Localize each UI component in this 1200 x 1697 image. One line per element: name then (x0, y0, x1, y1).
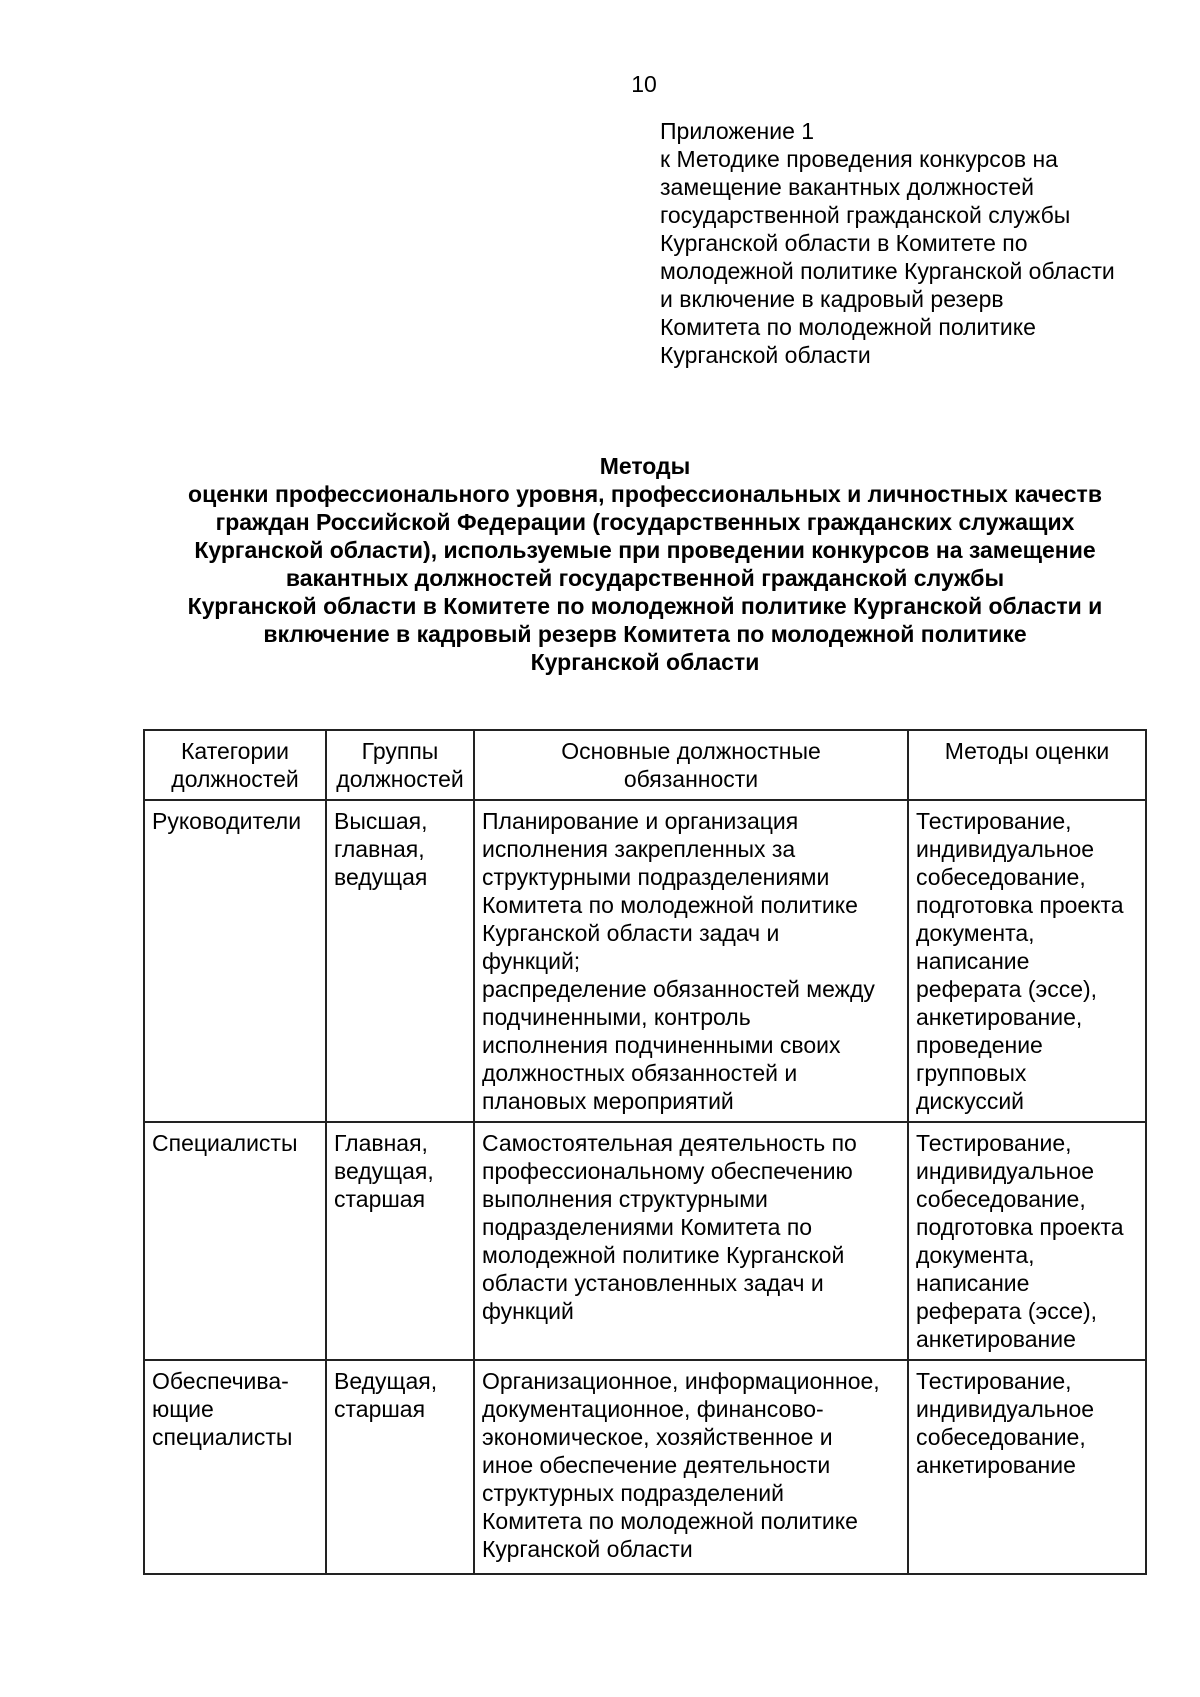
cell-line: индивидуальное (916, 1158, 1095, 1184)
title-line: Курганской области в Комитете по молодежной политике Курганской области и (187, 593, 1103, 619)
cell-line: анкетирование, (916, 1004, 1083, 1030)
title-line: включение в кадровый резерв Комитета по молодежной политике (263, 621, 1027, 647)
cell-line: распределение обязанностей между (482, 976, 875, 1002)
cell-line: выполнения структурными (482, 1186, 768, 1212)
cell-line: старшая (334, 1186, 426, 1212)
cell-line: подготовка проекта (916, 1214, 1124, 1240)
cell-line: области установленных задач и (482, 1270, 824, 1296)
cell-line: исполнения закрепленных за (482, 836, 796, 862)
cell-line: Планирование и организация (482, 808, 799, 834)
cell-line: подразделениями Комитета по (482, 1214, 813, 1240)
cell-duties (474, 1122, 908, 1360)
appendix-line: Курганской области (660, 342, 871, 368)
header-line: Методы оценки (944, 738, 1110, 764)
cell-line: профессиональному обеспечению (482, 1158, 853, 1184)
cell-line: структурными подразделениями (482, 864, 830, 890)
cell-line: молодежной политике Курганской (482, 1242, 845, 1268)
title-line: вакантных должностей государственной гражданской службы (285, 565, 1005, 591)
cell-line: документационное, финансово- (482, 1396, 824, 1422)
cell-methods (908, 1360, 1146, 1574)
cell-line: ведущая, (334, 1158, 434, 1184)
cell-line: групповых (916, 1060, 1027, 1086)
cell-line: индивидуальное (916, 836, 1095, 862)
cell-line: написание (916, 1270, 1030, 1296)
appendix-reference (660, 117, 1180, 369)
cell-line: иное обеспечение деятельности (482, 1452, 831, 1478)
cell-line: Тестирование, (916, 1130, 1072, 1156)
cell-methods (908, 1122, 1146, 1360)
cell-line: специалисты (152, 1424, 293, 1450)
cell-line: старшая (334, 1396, 426, 1422)
cell-line: функций; (482, 948, 581, 974)
appendix-line: Курганской области в Комитете по (660, 230, 1028, 256)
cell-line: собеседование, (916, 1424, 1086, 1450)
cell-groups (326, 1122, 474, 1360)
cell-line: Руководители (152, 808, 302, 834)
title-line: Курганской области (530, 649, 760, 675)
appendix-line: Комитета по молодежной политике (660, 314, 1036, 340)
cell-line: реферата (эссе), (916, 1298, 1098, 1324)
appendix-line: замещение вакантных должностей (660, 174, 1035, 200)
cell-category (144, 1122, 326, 1360)
table-header-row (144, 730, 1146, 800)
cell-line: анкетирование (916, 1326, 1076, 1352)
cell-line: Главная, (334, 1130, 428, 1156)
cell-line: Обеспечива- (152, 1368, 289, 1394)
cell-line: реферата (эссе), (916, 976, 1098, 1002)
cell-line: собеседование, (916, 1186, 1086, 1212)
cell-line: Тестирование, (916, 1368, 1072, 1394)
assessment-methods-table (143, 729, 1147, 1575)
document-title (100, 452, 1190, 676)
cell-groups (326, 1360, 474, 1574)
cell-line: проведение (916, 1032, 1043, 1058)
cell-line: Комитета по молодежной политике (482, 1508, 858, 1534)
table-row (144, 800, 1146, 1122)
cell-line: ющие (152, 1396, 214, 1422)
cell-line: подчиненными, контроль (482, 1004, 751, 1030)
cell-line: Курганской области (482, 1536, 693, 1562)
cell-line: структурных подразделений (482, 1480, 784, 1506)
header-line: обязанности (623, 766, 759, 792)
cell-line: документа, (916, 920, 1035, 946)
cell-line: анкетирование (916, 1452, 1076, 1478)
cell-line: должностных обязанностей и (482, 1060, 798, 1086)
header-line: должностей (171, 766, 299, 792)
cell-category (144, 800, 326, 1122)
header-line: Основные должностные (561, 738, 821, 764)
cell-line: ведущая (334, 864, 428, 890)
cell-line: Комитета по молодежной политике (482, 892, 858, 918)
cell-line: исполнения подчиненными своих (482, 1032, 841, 1058)
page-number: 10 (631, 71, 657, 97)
header-methods (908, 730, 1146, 800)
cell-line: главная, (334, 836, 425, 862)
cell-duties (474, 800, 908, 1122)
cell-line: написание (916, 948, 1030, 974)
appendix-line: Приложение 1 (660, 118, 815, 144)
cell-line: документа, (916, 1242, 1035, 1268)
header-groups (326, 730, 474, 800)
cell-line: подготовка проекта (916, 892, 1124, 918)
title-line: граждан Российской Федерации (государственных гражданских служащих (215, 509, 1075, 535)
cell-line: функций (482, 1298, 574, 1324)
table-row (144, 1360, 1146, 1574)
cell-line: дискуссий (916, 1088, 1025, 1114)
cell-line: Курганской области задач и (482, 920, 780, 946)
cell-line: Высшая, (334, 808, 428, 834)
cell-line: собеседование, (916, 864, 1086, 890)
header-line: должностей (336, 766, 464, 792)
title-line: оценки профессионального уровня, профессиональных и личностных качеств (188, 481, 1102, 507)
cell-category (144, 1360, 326, 1574)
title-line: Методы (599, 453, 691, 479)
header-categories (144, 730, 326, 800)
cell-line: экономическое, хозяйственное и (482, 1424, 833, 1450)
cell-line: плановых мероприятий (482, 1088, 734, 1114)
appendix-line: молодежной политике Курганской области (660, 258, 1115, 284)
cell-line: Ведущая, (334, 1368, 438, 1394)
cell-line: Специалисты (152, 1130, 298, 1156)
cell-line: Организационное, информационное, (482, 1368, 880, 1394)
cell-line: Самостоятельная деятельность по (482, 1130, 857, 1156)
appendix-line: и включение в кадровый резерв (660, 286, 1004, 312)
header-line: Группы (361, 738, 439, 764)
cell-duties (474, 1360, 908, 1574)
appendix-line: к Методике проведения конкурсов на (660, 146, 1058, 172)
header-duties (474, 730, 908, 800)
title-line: Курганской области), используемые при проведении конкурсов на замещение (194, 537, 1096, 563)
appendix-line: государственной гражданской службы (660, 202, 1071, 228)
cell-line: Тестирование, (916, 808, 1072, 834)
table-row (144, 1122, 1146, 1360)
cell-methods (908, 800, 1146, 1122)
cell-groups (326, 800, 474, 1122)
header-line: Категории (181, 738, 289, 764)
cell-line: индивидуальное (916, 1396, 1095, 1422)
